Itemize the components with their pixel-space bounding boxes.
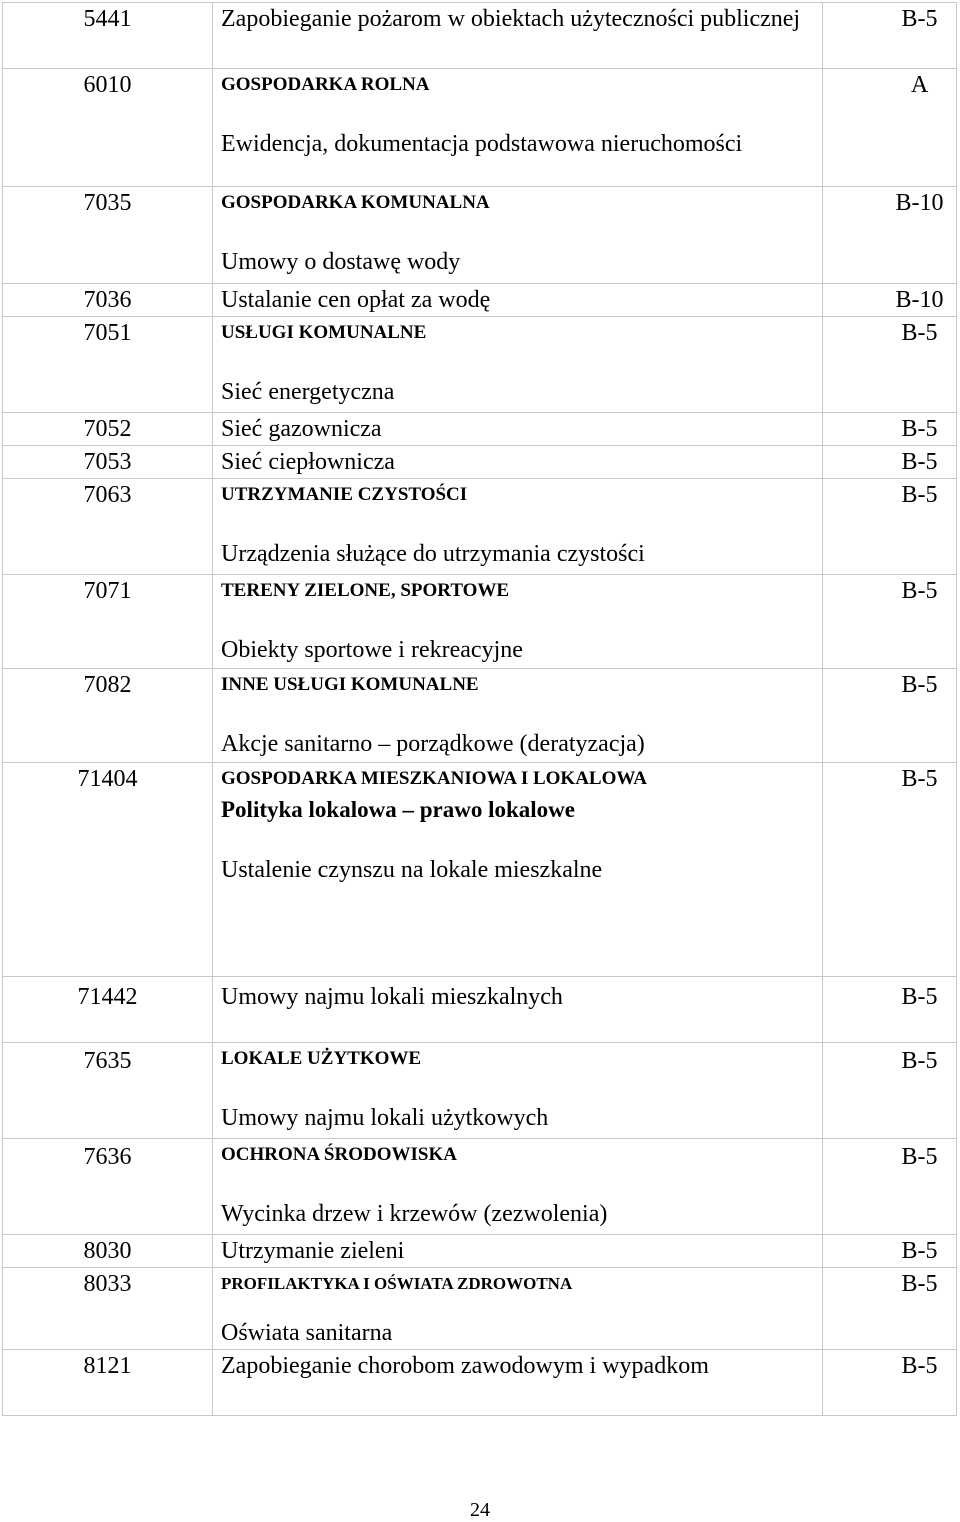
- description-cell: [213, 479, 823, 575]
- table-row: [3, 977, 957, 1043]
- symbol-cell: 7082: [3, 669, 213, 763]
- row-text: Obiekty sportowe i rekreacyjne: [221, 637, 523, 663]
- row-text: Akcje sanitarno – porządkowe (deratyzacja): [221, 731, 645, 757]
- section-heading: GOSPODARKA MIESZKANIOWA I LOKALOWA: [221, 768, 647, 789]
- table-row: [3, 1350, 957, 1416]
- table-row: [3, 284, 957, 317]
- description-cell: [213, 284, 823, 317]
- symbol-cell: 71404: [3, 763, 213, 977]
- table-row: [3, 575, 957, 669]
- description-cell: [213, 1350, 823, 1416]
- symbol-cell: 7071: [3, 575, 213, 669]
- category-cell: B-5: [823, 1268, 957, 1350]
- symbol-text: 7635: [83, 1048, 132, 1074]
- table-row: [3, 187, 957, 284]
- category-text: B-5: [901, 984, 938, 1010]
- symbol-cell: 7063: [3, 479, 213, 575]
- description-cell: [213, 575, 823, 669]
- row-text: Sieć energetyczna: [221, 379, 395, 405]
- category-cell: [823, 1139, 957, 1235]
- category-cell: B-5: [823, 413, 957, 446]
- table-row: [3, 446, 957, 479]
- table-row: [3, 3, 957, 69]
- category-cell: [823, 977, 957, 1043]
- symbol-cell: [3, 1139, 213, 1235]
- category-cell: B-5: [823, 763, 957, 977]
- page-number: 24: [470, 1499, 490, 1521]
- table-row: [3, 763, 957, 977]
- description-cell: [213, 1235, 823, 1268]
- symbol-cell: 7053: [3, 446, 213, 479]
- section-heading: OCHRONA ŚRODOWISKA: [221, 1144, 457, 1165]
- symbol-cell: 7035: [3, 187, 213, 284]
- table-row: [3, 1139, 957, 1235]
- category-cell: B-10: [823, 284, 957, 317]
- category-cell: [823, 1043, 957, 1139]
- row-text: Sieć ciepłownicza: [221, 449, 395, 475]
- description-cell: [213, 3, 823, 69]
- symbol-cell: 8121: [3, 1350, 213, 1416]
- category-cell: B-5: [823, 3, 957, 69]
- row-text: Ewidencja, dokumentacja podstawowa nieruchomości: [221, 131, 743, 157]
- symbol-text: 71442: [77, 984, 138, 1010]
- row-text: Zapobieganie pożarom w obiektach użyteczności publicznej: [221, 6, 801, 32]
- symbol-cell: 7051: [3, 317, 213, 413]
- table-row: [3, 69, 957, 187]
- description-cell: [213, 669, 823, 763]
- subsection-heading: Polityka lokalowa – prawo lokalowe: [221, 797, 575, 822]
- description-cell: [213, 977, 823, 1043]
- category-cell: B-5: [823, 479, 957, 575]
- category-cell: B-5: [823, 317, 957, 413]
- section-heading: GOSPODARKA KOMUNALNA: [221, 192, 490, 213]
- section-heading: USŁUGI KOMUNALNE: [221, 322, 427, 343]
- table-row: [3, 317, 957, 413]
- row-text: Sieć gazownicza: [221, 416, 382, 442]
- row-text: Urządzenia służące do utrzymania czystości: [221, 541, 645, 567]
- description-cell: [213, 69, 823, 187]
- section-heading: TERENY ZIELONE, SPORTOWE: [221, 580, 510, 601]
- table-row: [3, 1268, 957, 1350]
- row-text: Utrzymanie zieleni: [221, 1238, 405, 1264]
- category-cell: B-5: [823, 1350, 957, 1416]
- category-cell: B-5: [823, 575, 957, 669]
- row-text: Umowy o dostawę wody: [221, 249, 461, 275]
- description-cell: [213, 1043, 823, 1139]
- description-cell: [213, 1139, 823, 1235]
- description-cell: [213, 187, 823, 284]
- symbol-cell: 5441: [3, 3, 213, 69]
- section-heading: UTRZYMANIE CZYSTOŚCI: [221, 484, 468, 505]
- symbol-cell: 7036: [3, 284, 213, 317]
- category-cell: B-5: [823, 446, 957, 479]
- description-cell: [213, 1268, 823, 1350]
- table-row: [3, 1235, 957, 1268]
- category-cell: B-5: [823, 1235, 957, 1268]
- description-cell: [213, 317, 823, 413]
- row-text: Ustalenie czynszu na lokale mieszkalne: [221, 857, 603, 883]
- table-row: [3, 413, 957, 446]
- category-cell: B-5: [823, 669, 957, 763]
- symbol-text: 7636: [83, 1144, 132, 1170]
- description-cell: [213, 446, 823, 479]
- category-text: B-5: [901, 1048, 938, 1074]
- symbol-cell: 8030: [3, 1235, 213, 1268]
- section-heading: PROFILAKTYKA I OŚWIATA ZDROWOTNA: [221, 1274, 573, 1293]
- symbol-cell: [3, 1043, 213, 1139]
- row-text: Oświata sanitarna: [221, 1320, 393, 1346]
- description-cell: [213, 763, 823, 977]
- section-heading: GOSPODARKA ROLNA: [221, 74, 430, 95]
- table-row: [3, 1043, 957, 1139]
- row-text: Umowy najmu lokali mieszkalnych: [221, 984, 563, 1010]
- section-heading: INNE USŁUGI KOMUNALNE: [221, 674, 479, 695]
- category-cell: B-10: [823, 187, 957, 284]
- row-text: Umowy najmu lokali użytkowych: [221, 1105, 549, 1131]
- table-row: [3, 669, 957, 763]
- symbol-cell: 7052: [3, 413, 213, 446]
- row-text: Wycinka drzew i krzewów (zezwolenia): [221, 1201, 608, 1227]
- description-cell: [213, 413, 823, 446]
- row-text: Ustalanie cen opłat za wodę: [221, 287, 491, 313]
- section-heading: LOKALE UŻYTKOWE: [221, 1048, 422, 1069]
- classification-table: [2, 2, 957, 1416]
- row-text: Zapobieganie chorobom zawodowym i wypadkom: [221, 1353, 709, 1379]
- symbol-cell: 6010: [3, 69, 213, 187]
- table-row: [3, 479, 957, 575]
- symbol-cell: [3, 977, 213, 1043]
- category-cell: A: [823, 69, 957, 187]
- category-text: B-5: [901, 1144, 938, 1170]
- symbol-cell: 8033: [3, 1268, 213, 1350]
